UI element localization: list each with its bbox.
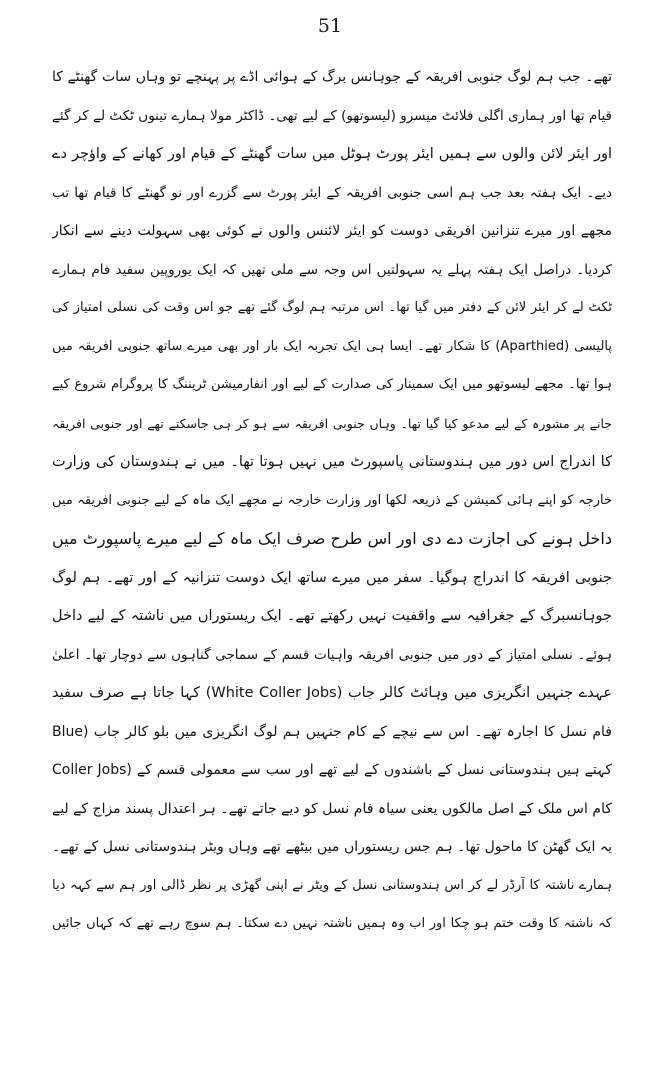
text-line: کام اس ملک کے اصل مالکوں یعنی سیاہ فام نسل کو دیے جاتے تھے۔ ہر اعتدال پسند مزاج کے لیے [52,800,612,817]
text-line: داخل ہونے کی اجازت دے دی اور اس طرح صرف ایک ماہ کے لیے میرے پاسپورٹ میں [52,529,612,548]
text-line: ہوا تھا۔ مجھے لیسوتھو میں ایک سمینار کی صدارت کے لیے اور انفارمیشن ٹریننگ کا پروگرام شروع کیے [52,377,612,392]
text-line: عہدے جنہیں انگریزی میں وہائٹ کالر جاب (White Coller Jobs) کہا جاتا ہے صرف سفید [52,685,612,701]
text-line: جوہانسبرگ کے جغرافیہ سے واقفیت نہیں رکھتے تھے۔ ایک ریستوراں میں ناشتہ کے لیے داخل [52,608,612,624]
text-line: پالیسی (Aparthied) کا شکار تھے۔ ایسا ہی ایک تجربہ ایک بار اور بھی میرے ساتھ جنوبی افریقہ میں [52,338,612,354]
text-line: یہ ایک گھٹن کا ماحول تھا۔ ہم جس ریستوراں میں بیٹھے تھے وہاں ویٹر ہندوستانی نسل کے تھے۔ [52,839,612,855]
page-number: 51 [317,15,343,37]
text-line: کہ ناشتہ کا وقت ختم ہو چکا اور اب وہ ہمیں ناشتہ نہیں دے سکتا۔ ہم سوچ رہے تھے کہ کہاں جائیں [52,916,612,931]
text-line: مجھے اور میرے تنزانین افریقی دوست کو ایئر لائنس والوں نے کوئی بھی سہولت دینے سے انکار [52,223,612,239]
text-line: تھے۔ جب ہم لوگ جنوبی افریقہ کے جوہانس برگ کے ہوائی اڈے پر پہنچے تو وہاں سات گھنٹے کا [52,69,612,85]
text-line: ٹکٹ لے کر ایئر لائن کے دفتر میں گیا تھا۔ اس مرتبہ ہم لوگ گئے تھے جو اس وقت کی نسلی امتیاز کی [52,300,612,315]
text-line: خارجہ کو اپنے ہائی کمیشن کے ذریعہ لکھا اور وزارت خارجہ نے مجھے ایک ماہ کے لیے جنوبی افریقہ میں [52,492,612,508]
text-line: کا اندراج اس دور میں ہندوستانی پاسپورٹ میں نہیں ہوتا تھا۔ میں نے ہندوستان کی وزارت [52,454,612,470]
text-line: جنوبی افریقہ کا اندراج ہوگیا۔ سفر میں میرے ساتھ ایک دوست تنزانیہ کے اور تھے۔ ہم لوگ [52,569,612,586]
text-line: Coller Jobs) کہتے ہیں ہندوستانی نسل کے باشندوں کے لیے تھے اور سب سے معمولی قسم کے [52,762,612,778]
text-line: ہوئے۔ نسلی امتیاز کے دور میں جنوبی افریقہ واہیات قسم کے سماجی گناہوں سے دوچار تھا۔ اعلیٰ [52,646,612,663]
text-line: جانے پر مشورہ کے لیے مدعو کیا گیا تھا۔ وہاں جنوبی افریقہ سے ہو کر ہی جاسکتے تھے اور جنوبی افریقہ [52,415,612,431]
text-line: دیے۔ ایک ہفتہ بعد جب ہم اسی جنوبی افریقہ کے ایئر پورٹ سے گزرے اور نو گھنٹے کا قیام تھا تب [52,184,612,201]
body-text [52,58,612,1048]
text-line: قیام تھا اور ہماری اگلی فلائٹ میسرو (لیسوتھو) کے لیے تھی۔ ڈاکٹر مولا ہمارے تینوں ٹکٹ لے کر گئے [52,107,612,124]
text-line: کردیا۔ دراصل ایک ہفتہ پہلے یہ سہولتیں اس وجہ سے ملی تھیں کہ ایک یوروپین سفید فام ہمارے [52,261,612,278]
text-line: فام نسل کا اجارہ تھے۔ اس سے نیچے کے کام جنہیں ہم لوگ انگریزی میں بلو کالر جاب (Blue [52,723,612,740]
text-line: اور ایئر لائن والوں سے ہمیں ایئر پورٹ ہوٹل میں سات گھنٹے کے قیام اور کھانے کے واؤچر دے [52,146,612,162]
text-line: ہمارے ناشتہ کا آرڈر لے کر اس ہندوستانی نسل کے ویٹر نے اپنی گھڑی پر نظر ڈالی اور ہم سے کہہ دیا [52,877,612,893]
